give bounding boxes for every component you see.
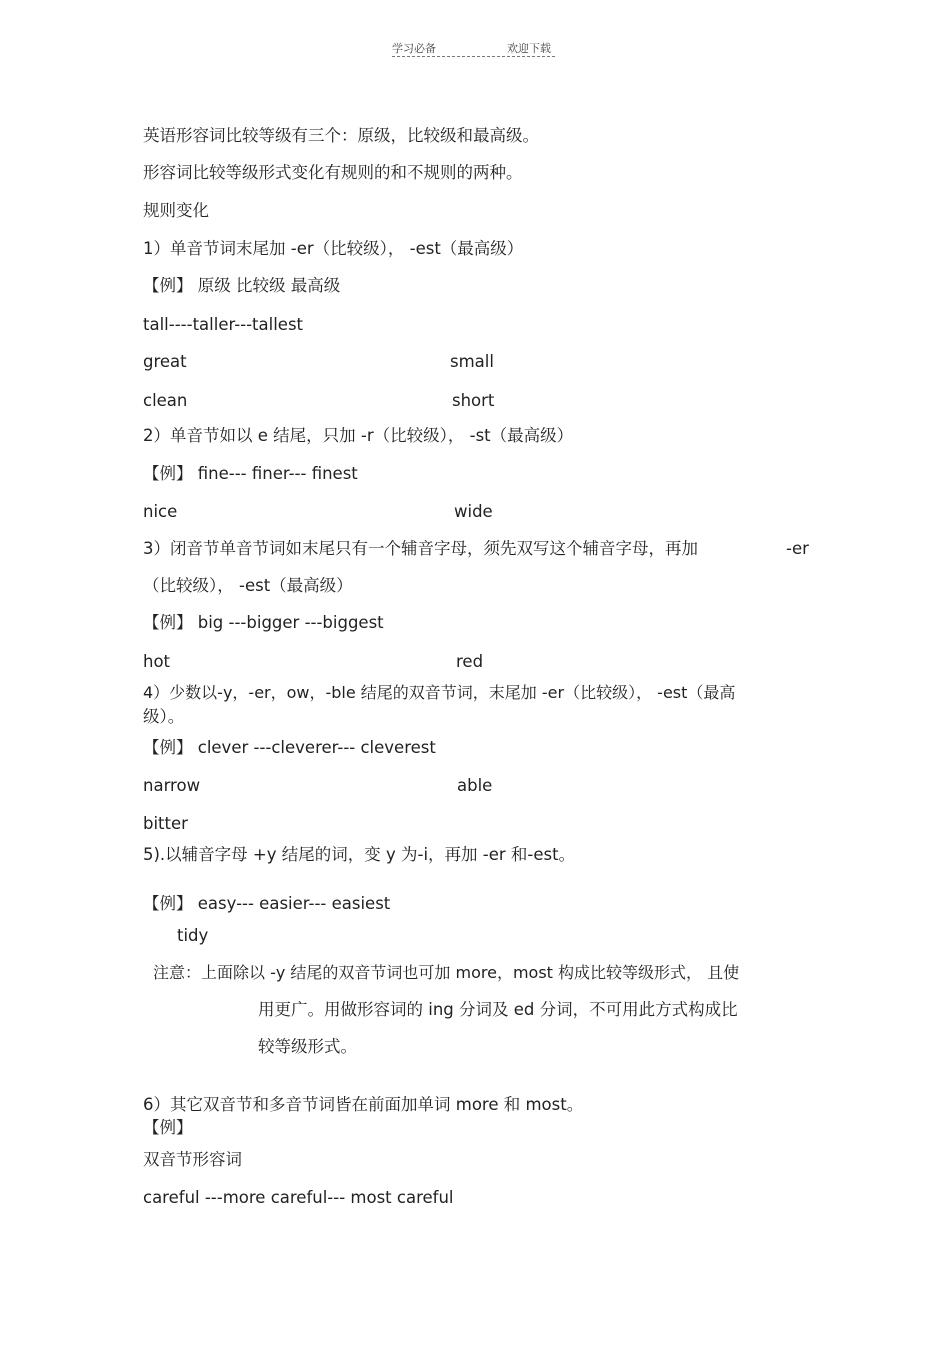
rule2-word: wide	[454, 502, 493, 521]
rule4-example: 【例】 clever ---cleverer--- cleverest	[143, 738, 436, 757]
rule4-word: bitter	[143, 814, 188, 833]
rule6-title: 6）其它双音节和多音节词皆在前面加单词 more 和 most。	[143, 1095, 584, 1114]
rule3-title-line1: 3）闭音节单音节词如末尾只有一个辅音字母，须先双写这个辅音字母，再加	[143, 539, 698, 558]
rule1-word: clean	[143, 391, 188, 410]
rule1-word: small	[450, 352, 494, 371]
rule4-title-line1: 4）少数以-y，-er，ow，-ble 结尾的双音节词，末尾加 -er（比较级）， -est（最高	[143, 683, 736, 702]
section-heading-regular: 规则变化	[143, 201, 209, 220]
rule1-word: short	[452, 391, 495, 410]
rule3-word: red	[456, 652, 484, 671]
rule1-example-heading: 【例】 原级 比较级 最高级	[143, 276, 341, 295]
rule5-word: tidy	[177, 926, 209, 945]
rule3-word: hot	[143, 652, 171, 671]
rule1-title: 1）单音节词末尾加 -er（比较级）， -est（最高级）	[143, 239, 524, 258]
rule5-note-line1: 注意：上面除以 -y 结尾的双音节词也可加 more，most 构成比较等级形式， 且使	[153, 963, 740, 982]
rule1-word: great	[143, 352, 187, 371]
header-underline	[392, 56, 555, 57]
rule6-subheading: 双音节形容词	[143, 1150, 242, 1169]
rule5-example: 【例】 easy--- easier--- easiest	[143, 894, 391, 913]
rule2-word: nice	[143, 502, 178, 521]
rule2-title: 2）单音节如以 e 结尾，只加 -r（比较级）， -st（最高级）	[143, 426, 574, 445]
header-left-text: 学习必备	[392, 42, 436, 55]
rule2-example: 【例】 fine--- finer--- finest	[143, 464, 358, 483]
rule3-example: 【例】 big ---bigger ---biggest	[143, 613, 384, 632]
rule6-example-heading: 【例】	[143, 1118, 193, 1137]
rule3-title-line2: （比较级）， -est（最高级）	[143, 576, 353, 595]
intro-line-1: 英语形容词比较等级有三个：原级，比较级和最高级。	[143, 126, 539, 145]
rule6-example: careful ---more careful--- most careful	[143, 1188, 454, 1207]
rule4-title-line2: 级）。	[143, 707, 185, 726]
rule1-example: tall----taller---tallest	[143, 315, 304, 334]
rule4-word: narrow	[143, 776, 201, 795]
rule5-note-line2: 用更广。用做形容词的 ing 分词及 ed 分词，不可用此方式构成比	[258, 1000, 738, 1019]
rule4-word: able	[457, 776, 493, 795]
rule5-title: 5).以辅音字母 +y 结尾的词，变 y 为-i，再加 -er 和-est。	[143, 845, 576, 864]
rule5-note-line3: 较等级形式。	[258, 1037, 357, 1056]
header-right-text: 欢迎下载	[507, 42, 551, 55]
intro-line-2: 形容词比较等级形式变化有规则的和不规则的两种。	[143, 163, 523, 182]
rule3-title-suffix: -er	[786, 539, 809, 558]
